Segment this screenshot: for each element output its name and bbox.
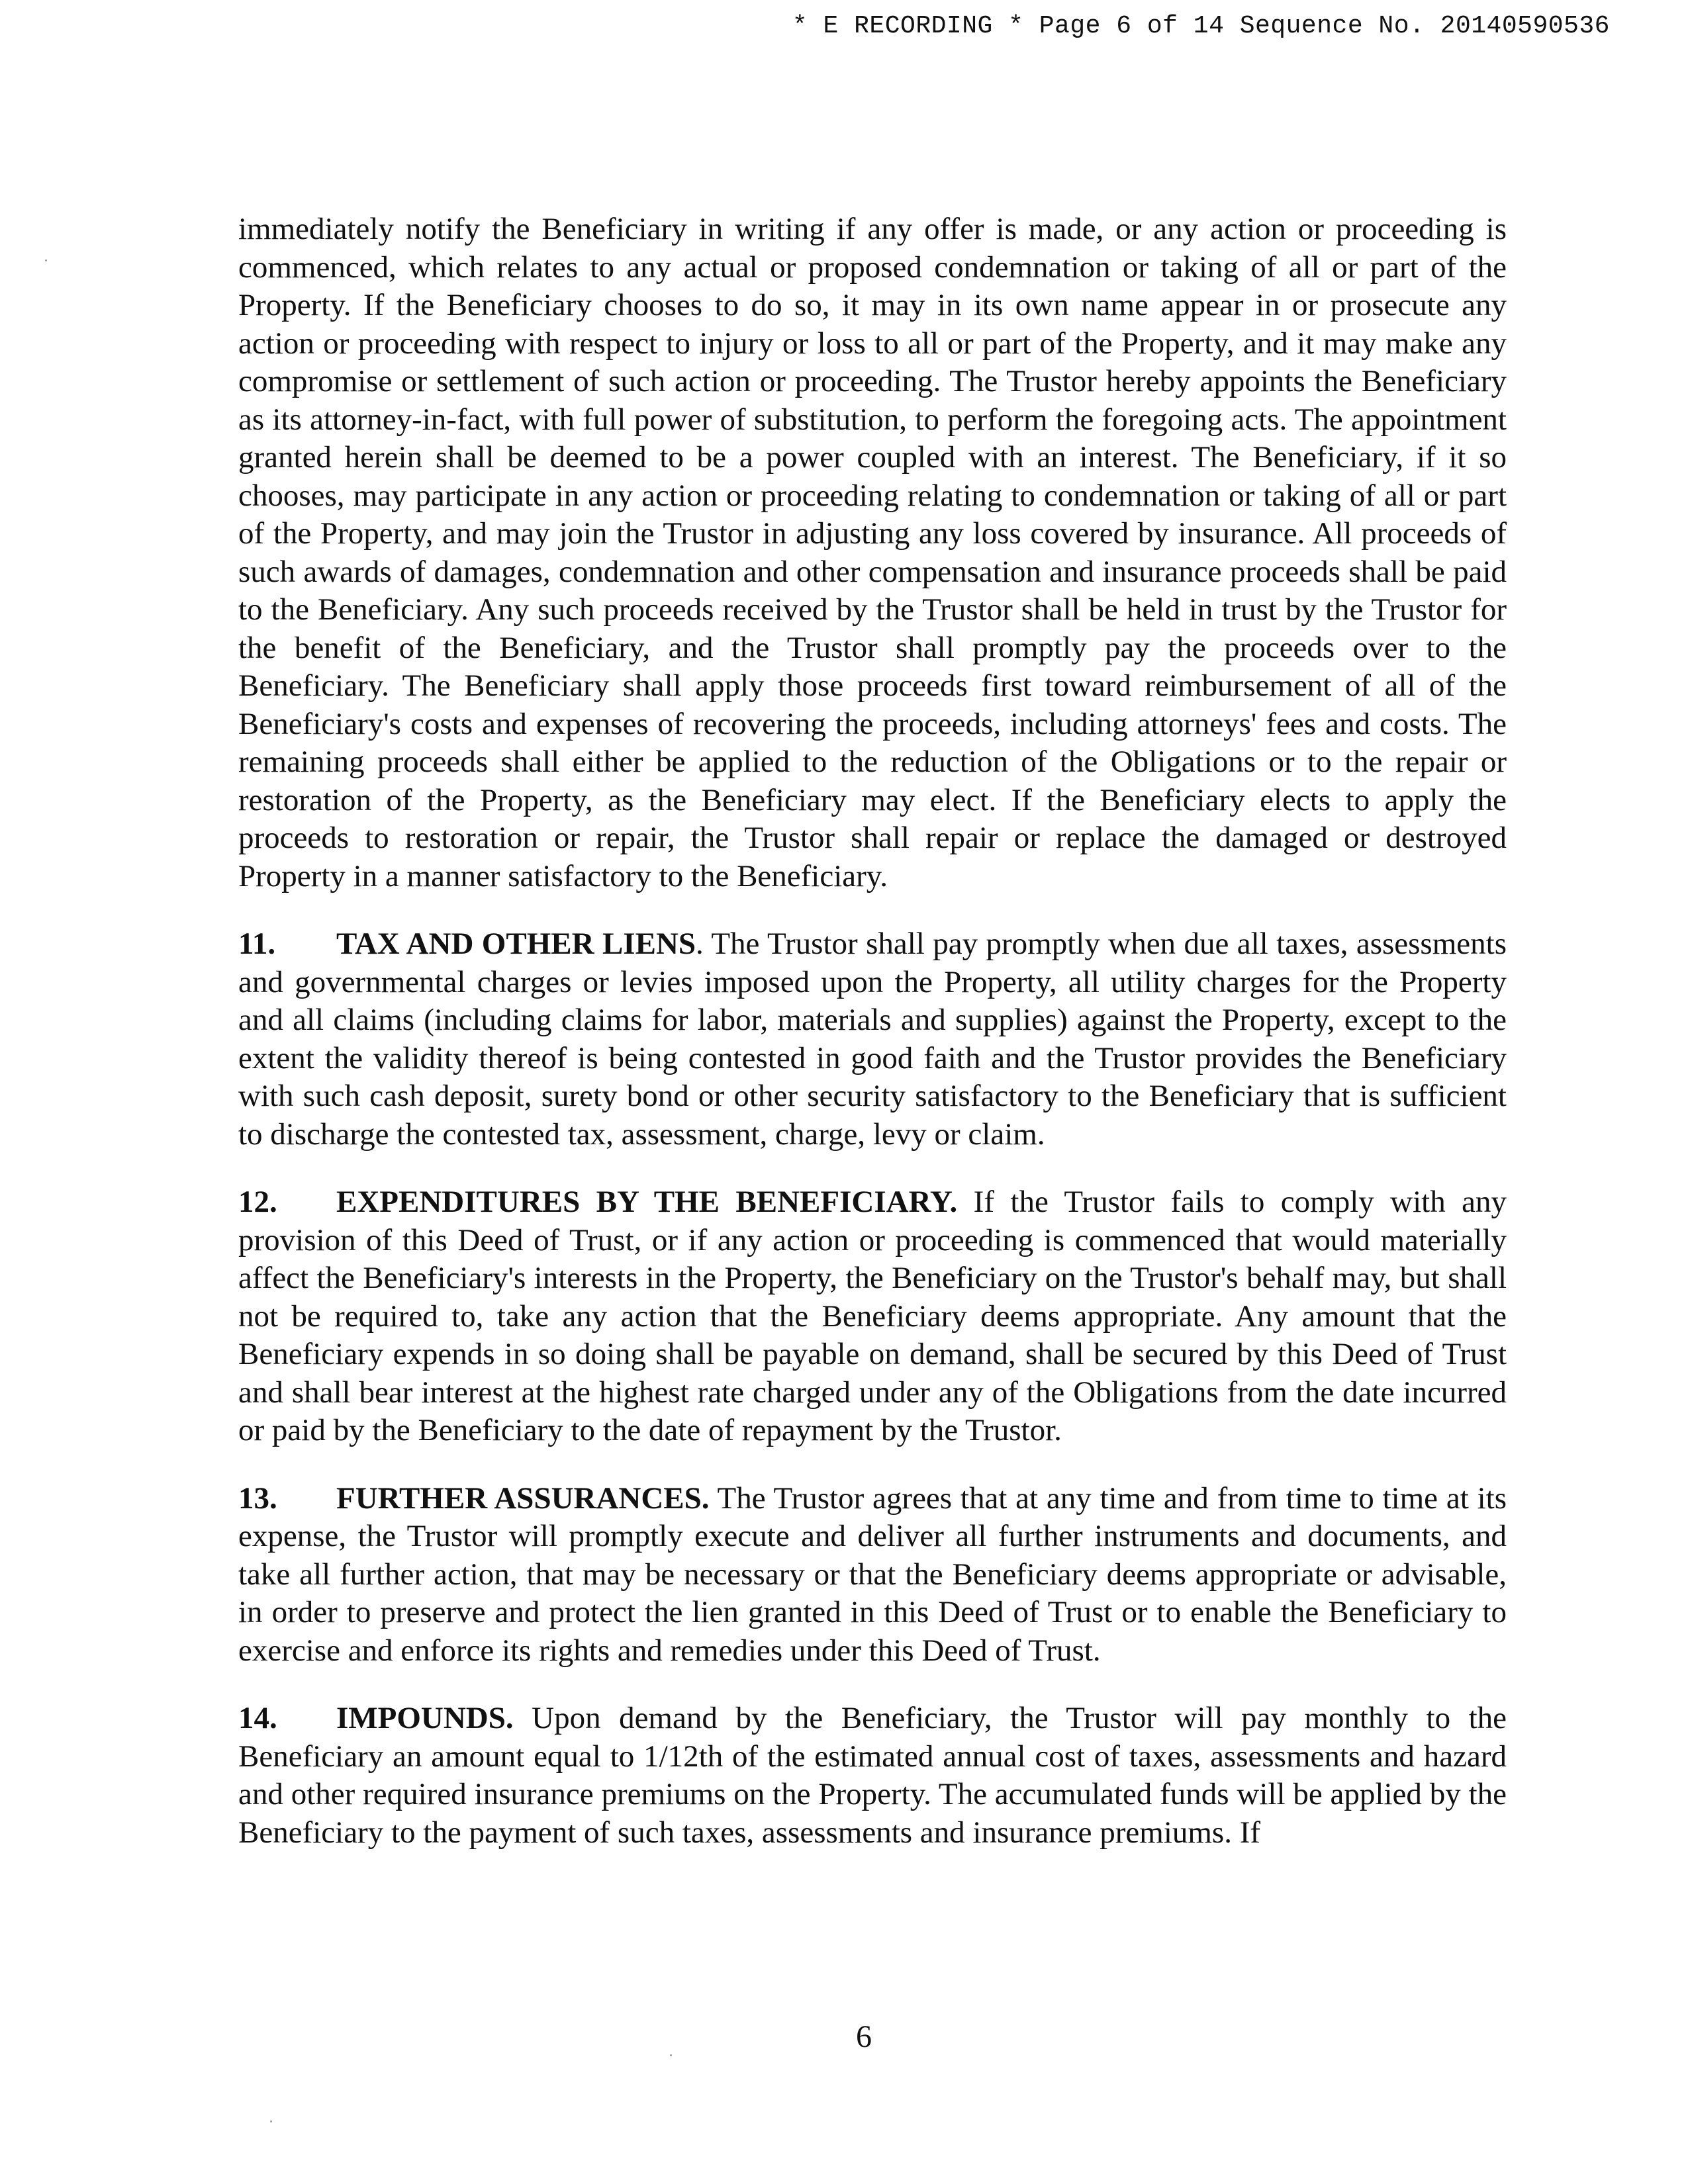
section-heading: TAX AND OTHER LIENS (336, 927, 696, 961)
scan-speck (670, 2054, 672, 2056)
section-text: . The Trustor shall pay promptly when due all taxes, assessments and governmental charges or levies imposed upon the Property, all utility charges for the Property and all claims (including claims for labor, materials and supplies) against the Property, except to the extent the validity thereof is being contested in good faith and the Trustor provides the Beneficiary with such cash deposit, surety bond or other security satisfactory to the Beneficiary that is sufficient to discharge the contested tax, assessment, charge, levy or claim. (238, 927, 1507, 1152)
scan-speck (45, 259, 47, 261)
section-11-tax-and-other-liens (238, 925, 1507, 1154)
section-number: 12. (238, 1185, 277, 1219)
section-heading: IMPOUNDS. (336, 1701, 514, 1735)
document-body (238, 210, 1507, 1882)
section-number: 13. (238, 1480, 277, 1516)
section-number: 14. (238, 1701, 277, 1735)
paragraph-continuation (238, 210, 1507, 895)
section-text: Upon demand by the Beneficiary, the Trustor will pay monthly to the Beneficiary an amount equal to 1/12th of the estimated annual cost of taxes, assessments and hazard and other required insurance premiums on the Property. The accumulated funds will be applied by the Beneficiary to the payment of such taxes, assessments and insurance premiums. If (238, 1701, 1507, 1850)
section-14-impounds (238, 1700, 1507, 1852)
section-heading: EXPENDITURES BY THE BENEFICIARY. (336, 1185, 958, 1219)
section-text: The Trustor agrees that at any time and from time to time at its expense, the Trustor will promptly execute and deliver all further instruments and documents, and take all further action, that may be necessary or that the Beneficiary deems appropriate or advisable, in order to preserve and protect the lien granted in this Deed of Trust or to enable the Beneficiary to exercise and enforce its rights and remedies under this Deed of Trust. (238, 1480, 1507, 1668)
section-heading: FURTHER ASSURANCES. (336, 1480, 710, 1516)
section-text: If the Trustor fails to comply with any provision of this Deed of Trust, or if any action or proceeding is commenced that would materially affect the Beneficiary's interests in the Property, the Beneficiary on the Trustor's behalf may, but shall not be required to, take any action that the Beneficiary deems appropriate. Any amount that the Beneficiary expends in so doing shall be payable on demand, shall be secured by this Deed of Trust and shall bear interest at the highest rate charged under any of the Obligations from the date incurred or paid by the Beneficiary to the date of repayment by the Trustor. (238, 1185, 1507, 1447)
scan-speck (270, 2120, 272, 2122)
page-number: 6 (856, 2019, 872, 2054)
recording-stamp: * E RECORDING * Page 6 of 14 Sequence No. 20140590536 (792, 12, 1610, 40)
section-13-further-assurances (238, 1480, 1507, 1670)
section-12-expenditures-by-the-beneficiary (238, 1183, 1507, 1450)
paragraph-text: immediately notify the Beneficiary in writing if any offer is made, or any action or proceeding is commenced, which relates to any actual or proposed condemnation or taking of all or part of the Property. If the Beneficiary chooses to do so, it may in its own name appear in or prosecute any action or proceeding with respect to injury or loss to all or part of the Property, and it may make any compromise or settlement of such action or proceeding. The Trustor hereby appoints the Beneficiary as its attorney-in-fact, with full power of substitution, to perform the foregoing acts. The appointment granted herein shall be deemed to be a power coupled with an interest. The Beneficiary, if it so chooses, may participate in any action or proceeding relating to condemnation or taking of all or part of the Property, and may join the Trustor in adjusting any loss covered by insurance. All proceeds of such awards of damages, condemnation and other compensation and insurance proceeds shall be paid to the Beneficiary. Any such proceeds received by the Trustor shall be held in trust by the Trustor for the benefit of the Beneficiary, and the Trustor shall promptly pay the proceeds over to the Beneficiary. The Beneficiary shall apply those proceeds first toward reimbursement of all of the Beneficiary's costs and expenses of recovering the proceeds, including attorneys' fees and costs. The remaining proceeds shall either be applied to the reduction of the Obligations or to the repair or restoration of the Property, as the Beneficiary may elect. If the Beneficiary elects to apply the proceeds to restoration or repair, the Trustor shall repair or replace the damaged or destroyed Property in a manner satisfactory to the Beneficiary. (238, 212, 1507, 893)
section-number: 11. (238, 927, 276, 961)
